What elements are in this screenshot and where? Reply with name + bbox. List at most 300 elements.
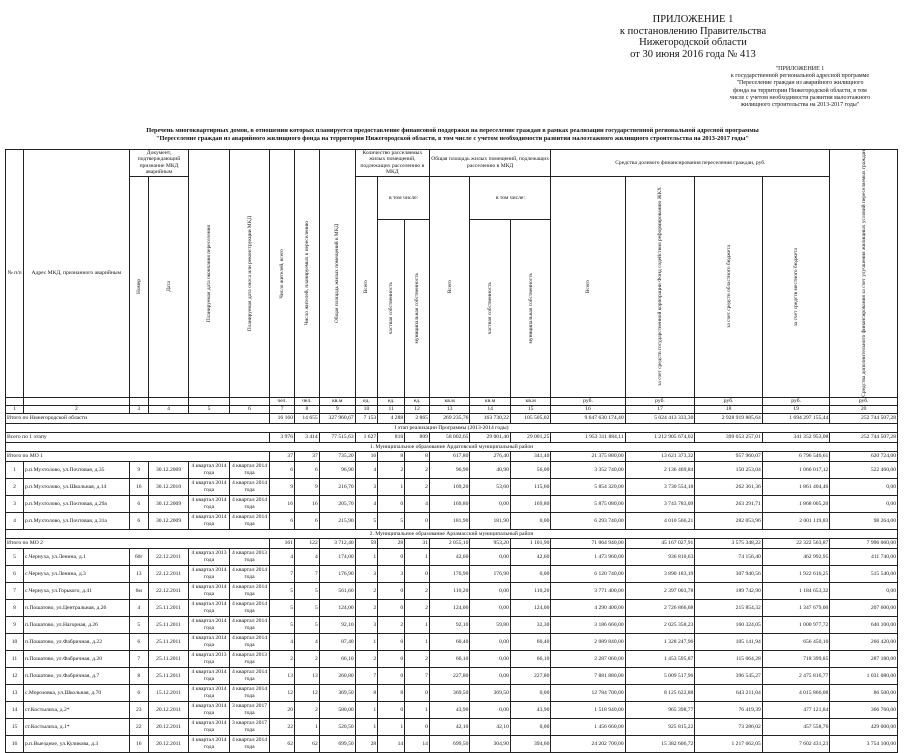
table-cell: 216,70 (319, 478, 355, 495)
total-value: 14 655 (295, 413, 320, 423)
col-area-group-header: Общая площадь жилых помещений, подлежащих расселению в МКД (429, 150, 550, 177)
table-cell: 520,50 (319, 718, 355, 735)
col-label: Общая площадь жилых помещений в МКД (334, 223, 341, 323)
total-value: 37 (270, 451, 295, 461)
table-cell: 2 726 866,68 (625, 599, 695, 616)
table-cell: 2 001 119,83 (762, 512, 830, 529)
table-cell: 5 (295, 616, 320, 633)
table-cell: 1 (295, 718, 320, 735)
table-cell: 5 (355, 512, 377, 529)
table-cell: 4 квартал 2013 года (229, 650, 269, 667)
table-cell: 429 000,00 (830, 718, 898, 735)
table-cell: 4 квартал 2014 года (229, 633, 269, 650)
table-cell: 3 квартал 2017 года (229, 701, 269, 718)
total-value: 7 153 (355, 413, 377, 423)
table-cell: 53,60 (470, 478, 510, 495)
table-row (6, 616, 898, 633)
unit-cell (229, 397, 269, 405)
table-cell: 6 (129, 684, 148, 701)
table-cell: 1 (355, 718, 377, 735)
col-planned-end-header (189, 150, 229, 398)
table-cell: 1 453 595,87 (625, 650, 695, 667)
table-cell: ст.Костылиха, д.2* (23, 701, 129, 718)
total-value: 161 (270, 538, 295, 548)
table-cell: с.Чернуха, ул.Горького, д.41 (23, 582, 129, 599)
table-cell: 3 (378, 565, 405, 582)
unit-cell (189, 397, 229, 405)
unit-cell: руб. (625, 397, 695, 405)
table-cell: 6 (129, 633, 148, 650)
table-cell: 561,60 (319, 582, 355, 599)
total-value: 809 (405, 432, 430, 442)
table-cell: 307 940,56 (695, 565, 762, 582)
table-cell: 5 (270, 616, 295, 633)
table-cell: 74 156,40 (695, 548, 762, 565)
col-funds-group-header: Средства долевого финансирования переселения граждан, руб. (551, 150, 830, 177)
table-cell: 1 (405, 701, 430, 718)
column-number-cell: 12 (405, 405, 430, 413)
total-value: 1 627 (355, 432, 377, 442)
table-cell: 6 293 740,00 (551, 512, 625, 529)
col-label: частная собственность (487, 282, 494, 335)
table-cell: 110,20 (429, 582, 469, 599)
total-value: 5 024 413 333,30 (625, 413, 695, 423)
unit-cell (148, 397, 188, 405)
unit-cell: кв.м (319, 397, 355, 405)
col-label: муниципальная собственность (414, 273, 421, 344)
total-value: 3 414 (295, 432, 320, 442)
col-label: за счет средств государственной корпорации Фонд содействия реформированию ЖКХ (656, 187, 663, 387)
table-cell: 0,00 (470, 667, 510, 684)
table-cell: 28 (355, 735, 377, 752)
total-value: 1 953 311 884,11 (551, 432, 625, 442)
unit-cell (129, 397, 148, 405)
subheader-line: "ПРИЛОЖЕНИЕ 1 (775, 66, 825, 72)
table-cell: 0 (405, 565, 430, 582)
table-cell: 0,00 (470, 701, 510, 718)
table-cell: 411 740,00 (830, 548, 898, 565)
total-value: 620 724,00 (830, 451, 898, 461)
table-cell: 0,00 (830, 582, 898, 599)
title-line: "Переселение граждан из аварийного жилищного фонда на территории Нижегородской области, в том числе с учетом необходимости развития малоэтажного жилищного строительства на 2013-2017 годы" (155, 135, 750, 142)
table-cell: 124,00 (319, 599, 355, 616)
table-cell: 20.12.2011 (148, 735, 188, 752)
table-cell: 3 352 740,00 (551, 461, 625, 478)
table-cell: 11 (6, 650, 24, 667)
table-cell: 4 квартал 2014 года (229, 565, 269, 582)
table-cell: 22.12.2011 (148, 582, 188, 599)
unit-cell: руб. (551, 397, 625, 405)
table-cell: 115 064,28 (695, 650, 762, 667)
table-cell: 396 545,27 (695, 667, 762, 684)
table-cell: 207 600,00 (830, 599, 898, 616)
table-cell: 1 (355, 633, 377, 650)
table-cell: 0 (378, 701, 405, 718)
table-cell: 4 квартал 2013 года (189, 548, 229, 565)
table-cell: 4 290 400,00 (551, 599, 625, 616)
table-cell: 0 (378, 599, 405, 616)
table-cell: 394,60 (510, 735, 551, 752)
table-row (6, 667, 898, 684)
table-cell: 0,00 (510, 512, 551, 529)
table-cell: 580,00 (319, 701, 355, 718)
table-cell: 16 (129, 478, 148, 495)
table-cell: 4 квартал 2014 года (189, 616, 229, 633)
column-number-cell: 2 (23, 405, 129, 413)
table-cell: 4 квартал 2014 года (189, 512, 229, 529)
table-cell: 22 (270, 718, 295, 735)
table-cell: 7 (355, 667, 377, 684)
col-label: Число жителей, всего (279, 248, 286, 299)
table-cell: 0,00 (470, 650, 510, 667)
table-cell: 522 460,00 (830, 461, 898, 478)
table-cell: 4 квартал 2014 года (189, 461, 229, 478)
col-no-header: № п/п (6, 150, 24, 398)
table-cell: 4 квартал 2014 года (229, 616, 269, 633)
table-cell: 176,90 (319, 565, 355, 582)
col-rooms-private-header (378, 220, 405, 397)
table-cell: 22 (129, 718, 148, 735)
table-cell: 266 420,00 (830, 633, 898, 650)
total-value: 22 322 563,87 (762, 538, 830, 548)
table-cell: 0 (405, 684, 430, 701)
unit-cell: ед. (355, 397, 377, 405)
table-cell: 2 (405, 478, 430, 495)
col-label: Всего (363, 280, 370, 294)
table-cell: 215 854,32 (695, 599, 762, 616)
column-numbers-row (6, 405, 898, 413)
table-cell: 4 015 866,08 (762, 684, 830, 701)
total-value: 37 (295, 451, 320, 461)
table-cell: 87,40 (319, 633, 355, 650)
table-cell: 5 (270, 599, 295, 616)
header-line: Нижегородской области (639, 37, 747, 48)
table-cell: 14 (6, 701, 24, 718)
unit-cell (6, 397, 24, 405)
total-value: 276,40 (470, 451, 510, 461)
total-value: 399 053 257,01 (695, 432, 762, 442)
table-cell: 0,00 (830, 478, 898, 495)
total-label: Итого по Нижегородской области (6, 413, 270, 423)
title-line: Перечень многоквартирных домов, в отношении которых планируется предоставление финансовой поддержки на переселение граждан в рамках реализации государственной региональной адресной программы (146, 127, 759, 134)
table-cell: 8 (378, 684, 405, 701)
table-cell: 2 089 840,00 (551, 633, 625, 650)
total-value: 3 575 348,22 (695, 538, 762, 548)
column-number-cell: 13 (429, 405, 469, 413)
table-cell: 110,20 (510, 582, 551, 599)
total-value: 2 865 (405, 413, 430, 423)
table-cell: 160 324,05 (695, 616, 762, 633)
column-number-cell: 15 (510, 405, 551, 413)
table-cell: 4 010 566,21 (625, 512, 695, 529)
table-row (6, 599, 898, 616)
table-cell: 2 (270, 650, 295, 667)
total-value: 7 996 060,00 (830, 538, 898, 548)
table-cell: с.Чернуха, ул.Ленина, д.1 (23, 548, 129, 565)
col-label: Планируемая дата окончания переселения (206, 224, 213, 322)
col-funds-total-header (551, 176, 625, 397)
col-label: Номер (135, 279, 142, 295)
table-cell: 2 397 003,78 (625, 582, 695, 599)
total-value: 4 288 (378, 413, 405, 423)
table-cell: 169,20 (429, 478, 469, 495)
table-row (6, 461, 898, 478)
col-address-header: Адрес МКД, признанного аварийным (23, 150, 129, 398)
total-value: 617,80 (429, 451, 469, 461)
table-cell: р.п.Мухтолово, ул.Почтовая, д.35 (23, 461, 129, 478)
table-cell: 30.12.2009 (148, 495, 188, 512)
table-cell: 9 (6, 616, 24, 633)
table-cell: 4 (6, 512, 24, 529)
table-cell: 718 399,85 (762, 650, 830, 667)
table-cell: 6 (129, 495, 148, 512)
table-cell: 4 (295, 633, 320, 650)
header-row-2 (6, 176, 898, 220)
table-cell: 3 890 183,19 (625, 565, 695, 582)
table-cell: р.п.Мухтолово, ул.Школьная, д.14 (23, 478, 129, 495)
unit-cell: ед. (378, 397, 405, 405)
table-cell: 457 558,76 (762, 718, 830, 735)
table-cell: 169,80 (510, 495, 551, 512)
table-cell: 2 (378, 461, 405, 478)
table-cell: 1 328 247,96 (625, 633, 695, 650)
table-cell: 0,00 (470, 495, 510, 512)
column-number-cell: 20 (830, 405, 898, 413)
table-cell: 5 009 517,96 (625, 667, 695, 684)
table-cell: 369,50 (429, 684, 469, 701)
table-cell: 3 743 783,09 (625, 495, 695, 512)
total-value: 818 (378, 432, 405, 442)
table-cell: 0,00 (470, 633, 510, 650)
table-cell: 1 (6, 461, 24, 478)
table-cell: 0 (378, 495, 405, 512)
table-cell: 3 (355, 565, 377, 582)
col-area-municipal-header (510, 220, 551, 397)
total-value: 31 (405, 538, 430, 548)
table-cell: 12 (6, 667, 24, 684)
table-cell: 3 (6, 495, 24, 512)
unit-cell (23, 397, 129, 405)
table-cell: 6 (270, 461, 295, 478)
table-cell: 60,40 (429, 633, 469, 650)
table-cell: 42,60 (429, 548, 469, 565)
table-cell: 2 (405, 582, 430, 599)
table-cell: 0,00 (510, 684, 551, 701)
table-cell: 5 (295, 599, 320, 616)
subheader-line: к государственной региональной адресной программе (730, 73, 870, 80)
table-cell: 2 (355, 582, 377, 599)
subheader-line: жилищного строительства на 2013-2017 годы" (740, 102, 860, 109)
table-cell: п.Пошатово, ул.Нагорная, д.26 (23, 616, 129, 633)
table-cell: 1 000 977,72 (762, 616, 830, 633)
table-cell: 98 264,00 (830, 512, 898, 529)
total-stage-row (6, 432, 898, 442)
table-cell: р.п.Выездное, ул.Куликова, д.3 (23, 735, 129, 752)
col-rooms-group-header: Количество расселяемых жилых помещений, подлежащих расселению в МКД (355, 150, 429, 177)
table-cell: 7 881 880,00 (551, 667, 625, 684)
table-cell: 2 (405, 461, 430, 478)
table-row (6, 565, 898, 582)
table-cell: 7 602 431,23 (762, 735, 830, 752)
table-cell: 13 (295, 667, 320, 684)
table-cell: 1 868 005,20 (762, 495, 830, 512)
col-rooms-incl-header: в том числе: (378, 176, 430, 220)
table-cell: 0 (378, 650, 405, 667)
total-value: 3 976 (270, 432, 295, 442)
total-value: 252 744 507,28 (830, 413, 898, 423)
section-title: 2. Муниципальное образование Арзамасский муниципальный район (6, 529, 898, 538)
table-cell: 43,90 (429, 701, 469, 718)
table-cell: 42,10 (470, 718, 510, 735)
table-cell: 124,00 (510, 599, 551, 616)
table-cell: 124,00 (429, 599, 469, 616)
table-row (6, 701, 898, 718)
table-cell: 12 (270, 684, 295, 701)
unit-cell: руб. (695, 397, 762, 405)
total-value: 953,20 (470, 538, 510, 548)
total-value: 58 002,65 (429, 432, 469, 442)
table-cell: 3 186 660,00 (551, 616, 625, 633)
table-cell: 2 (6, 478, 24, 495)
table-cell: 699,50 (429, 735, 469, 752)
table-cell: 105 141,94 (695, 633, 762, 650)
col-doc-group-header: Документ, подтверждающий признание МКД аварийным (129, 150, 189, 177)
table-cell: 4 (270, 633, 295, 650)
total-value: 6 796 546,61 (762, 451, 830, 461)
column-number-cell: 19 (762, 405, 830, 413)
total-municipality-row (6, 538, 898, 548)
table-cell: 369,50 (470, 684, 510, 701)
total-value: 16 (355, 451, 377, 461)
col-funds-extra-header (830, 150, 898, 398)
total-value: 1 101,90 (510, 538, 551, 548)
table-cell: 176,90 (429, 565, 469, 582)
table-cell: 699,50 (319, 735, 355, 752)
column-number-cell: 14 (470, 405, 510, 413)
total-value: 16 160 (270, 413, 295, 423)
col-doc-date-header (148, 176, 188, 397)
section-title: 1. Муниципальное образование Ардатовский муниципальный район (6, 442, 898, 451)
total-value: 341 352 953,08 (762, 432, 830, 442)
table-cell: 2 (295, 650, 320, 667)
table-cell: 4 квартал 2014 года (229, 512, 269, 529)
table-cell: 1 217 662,05 (695, 735, 762, 752)
table-cell: ст.Костылиха, д.1* (23, 718, 129, 735)
table-cell: р.п.Мухтолово, ул.Почтовая, д.31а (23, 512, 129, 529)
col-label: за счет средств местного бюджета (793, 247, 800, 326)
table-cell: 2 (355, 599, 377, 616)
table-cell: 169,80 (429, 495, 469, 512)
table-cell: 20.12.2011 (148, 718, 188, 735)
table-cell: 15 382 606,72 (625, 735, 695, 752)
stage-title-row (6, 423, 898, 432)
table-cell: 7 (6, 582, 24, 599)
column-number-cell: 4 (148, 405, 188, 413)
table-cell: 12 784 700,00 (551, 684, 625, 701)
table-cell: 2 475 816,77 (762, 667, 830, 684)
column-number-cell: 6 (229, 405, 269, 413)
table-cell: с.Морозовка, ул.Школьная, д.70 (23, 684, 129, 701)
table-cell: 15.12.2011 (148, 684, 188, 701)
table-cell: 22.12.2011 (148, 548, 188, 565)
table-cell: 2 (295, 701, 320, 718)
col-label: Всего (585, 280, 591, 294)
total-value: 13 621 373,32 (625, 451, 695, 461)
table-row (6, 718, 898, 735)
subheader-line: фонда на территории Нижегородской области, в том (733, 87, 867, 94)
column-number-cell: 8 (295, 405, 320, 413)
col-planned-demolish-header (229, 150, 269, 398)
table-cell: 3 (355, 616, 377, 633)
section-title: I этап реализации Программы (2013-2014 годы) (6, 423, 898, 432)
table-cell: 4 квартал 2014 года (229, 582, 269, 599)
table-cell: 515 540,00 (830, 565, 898, 582)
table-row (6, 684, 898, 701)
table-cell: 4 (355, 461, 377, 478)
table-cell: 4 квартал 2014 года (189, 701, 229, 718)
col-doc-number-header (129, 176, 148, 397)
table-cell: 0,00 (470, 582, 510, 599)
table-cell: 1 (355, 701, 377, 718)
table-cell: 30.12.2009 (148, 461, 188, 478)
unit-cell: чел. (295, 397, 320, 405)
table-cell: 304,90 (470, 735, 510, 752)
table-cell: 86 500,00 (830, 684, 898, 701)
table-cell: 263 291,71 (695, 495, 762, 512)
table-row (6, 478, 898, 495)
unit-cell: кв.м (470, 397, 510, 405)
unit-cell: ед. (405, 397, 430, 405)
table-cell: 176,90 (470, 565, 510, 582)
table-cell: 0,00 (830, 495, 898, 512)
table-cell: 4 квартал 2014 года (229, 667, 269, 684)
table-cell: 656 450,10 (762, 633, 830, 650)
table-cell: 6 120 740,00 (551, 565, 625, 582)
table-cell: 0 (378, 582, 405, 599)
total-value: 735,20 (319, 451, 355, 461)
table-cell: 0,00 (470, 548, 510, 565)
table-cell: 4 квартал 2014 года (229, 684, 269, 701)
table-cell: 92,10 (429, 616, 469, 633)
municipality-title-row (6, 442, 898, 451)
table-cell: 24 202 700,00 (551, 735, 625, 752)
table-cell: 2 (405, 650, 430, 667)
total-value: 21 375 880,00 (551, 451, 625, 461)
table-row (6, 633, 898, 650)
table-cell: 32,30 (510, 616, 551, 633)
table-cell: 1 (405, 633, 430, 650)
table-cell: 76 419,39 (695, 701, 762, 718)
table-cell: 0,00 (470, 599, 510, 616)
header-row-1 (6, 150, 898, 177)
table-cell: 4 квартал 2014 года (189, 582, 229, 599)
table-cell: 6 (129, 512, 148, 529)
table-cell: 4 квартал 2013 года (189, 650, 229, 667)
table-cell: 9 (295, 478, 320, 495)
table-cell: 1 456 660,00 (551, 718, 625, 735)
col-label: Число жителей, планируемых к переселению (303, 221, 310, 326)
table-cell: 7 (295, 565, 320, 582)
municipality-title-row (6, 529, 898, 538)
table-cell: п.Пошатово, ул.Центральная, д.26 (23, 599, 129, 616)
table-cell: 30.12.2010 (148, 478, 188, 495)
total-municipality-row (6, 451, 898, 461)
table-cell: 189 742,90 (695, 582, 762, 599)
total-value: 71 064 940,00 (551, 538, 625, 548)
table-cell: 7 (129, 650, 148, 667)
table-cell: 60,40 (510, 633, 551, 650)
table-cell: 6 (295, 461, 320, 478)
